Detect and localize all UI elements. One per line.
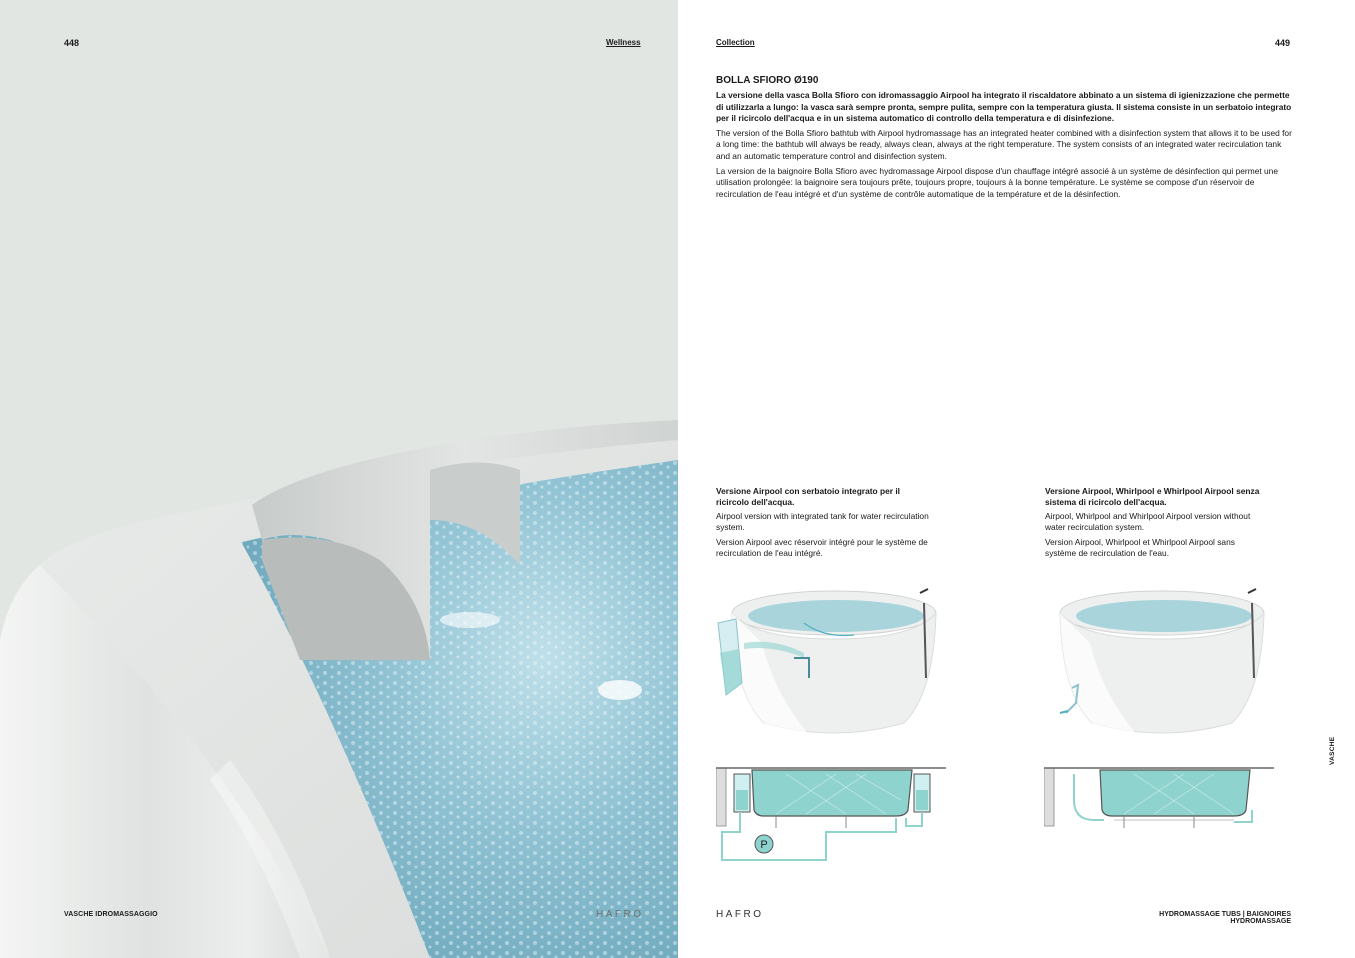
footer-left: VASCHE IDROMASSAGGIO	[64, 911, 158, 918]
footer-right: HYDROMASSAGE TUBS | BAIGNOIRES HYDROMASSAGE	[1159, 911, 1291, 925]
page-number-right: 449	[1275, 38, 1291, 48]
right-page	[678, 0, 1355, 958]
description-french: La version de la baignoire Bolla Sfioro avec hydromassage Airpool dispose d'un chauffage intégré associé à un système de désinfection qui permet une utilisation prolongée: la baignoire sera toujours prête, toujours propre, toujours à la bonne température. Le système se compose d'un réservoir de recirculation de l'eau intégré et d'un système de contrôle automatique de la température et de la désinfection.	[716, 165, 1278, 199]
product-title: BOLLA SFIORO Ø190	[716, 75, 819, 86]
pump-label: P	[760, 839, 768, 851]
description-english: The version of the Bolla Sfioro bathtub with Airpool hydromassage has an integrated heater combined with a disinfection system that allows it to be used for a long time: the bathtub will always be ready, always clean, always at the right temperature. The system consists of an integrated water recirculation tank and an automatic temperature control and disinfection system.	[716, 127, 1292, 161]
variant-2-french: Version Airpool, Whirlpool et Whirlpool Airpool sans système de recirculation de l'eau.	[1045, 536, 1235, 559]
section-diagram-without-tank	[1044, 760, 1274, 868]
brand-logo-left: HAFRO	[596, 909, 644, 920]
variant-2-english: Airpool, Whirlpool and Whirlpool Airpool version without water recirculation system.	[1045, 510, 1251, 533]
variant-1-english: Airpool version with integrated tank for water recirculation system.	[716, 510, 929, 533]
page-number-left: 448	[64, 38, 80, 48]
variant-2-title: Versione Airpool, Whirlpool e Whirlpool Airpool senza sistema di ricircolo dell'acqua.	[1045, 486, 1260, 508]
brand-logo-right: HAFRO	[716, 909, 764, 920]
tub-render-with-tank	[714, 583, 944, 743]
product-description	[716, 90, 1294, 203]
section-link-collection[interactable]: Collection	[716, 38, 755, 47]
variant-2-caption	[1045, 486, 1260, 562]
side-tab-label: VASCHE	[1329, 736, 1336, 765]
variant-1-french: Version Airpool avec réservoir intégré pour le système de recirculation de l'eau intégré.	[716, 536, 928, 559]
tub-render-without-tank	[1042, 583, 1272, 743]
description-italian: La versione della vasca Bolla Sfioro con idromassaggio Airpool ha integrato il riscaldatore abbinato a un sistema di igienizzazione che permette di utilizzarla a lungo: la vasca sarà sempre pronta, sempre pulita, sempre con la temperatura giusta. Il sistema consiste in un serbatoio integrato per il ricircolo dell'acqua e in un sistema automatico di controllo della temperatura e di disinfezione.	[716, 90, 1292, 124]
section-diagram-with-tank	[716, 760, 946, 868]
variant-1-title: Versione Airpool con serbatoio integrato per il ricircolo dell'acqua.	[716, 486, 900, 508]
variant-1-caption	[716, 486, 931, 562]
section-link-wellness[interactable]: Wellness	[606, 38, 641, 47]
